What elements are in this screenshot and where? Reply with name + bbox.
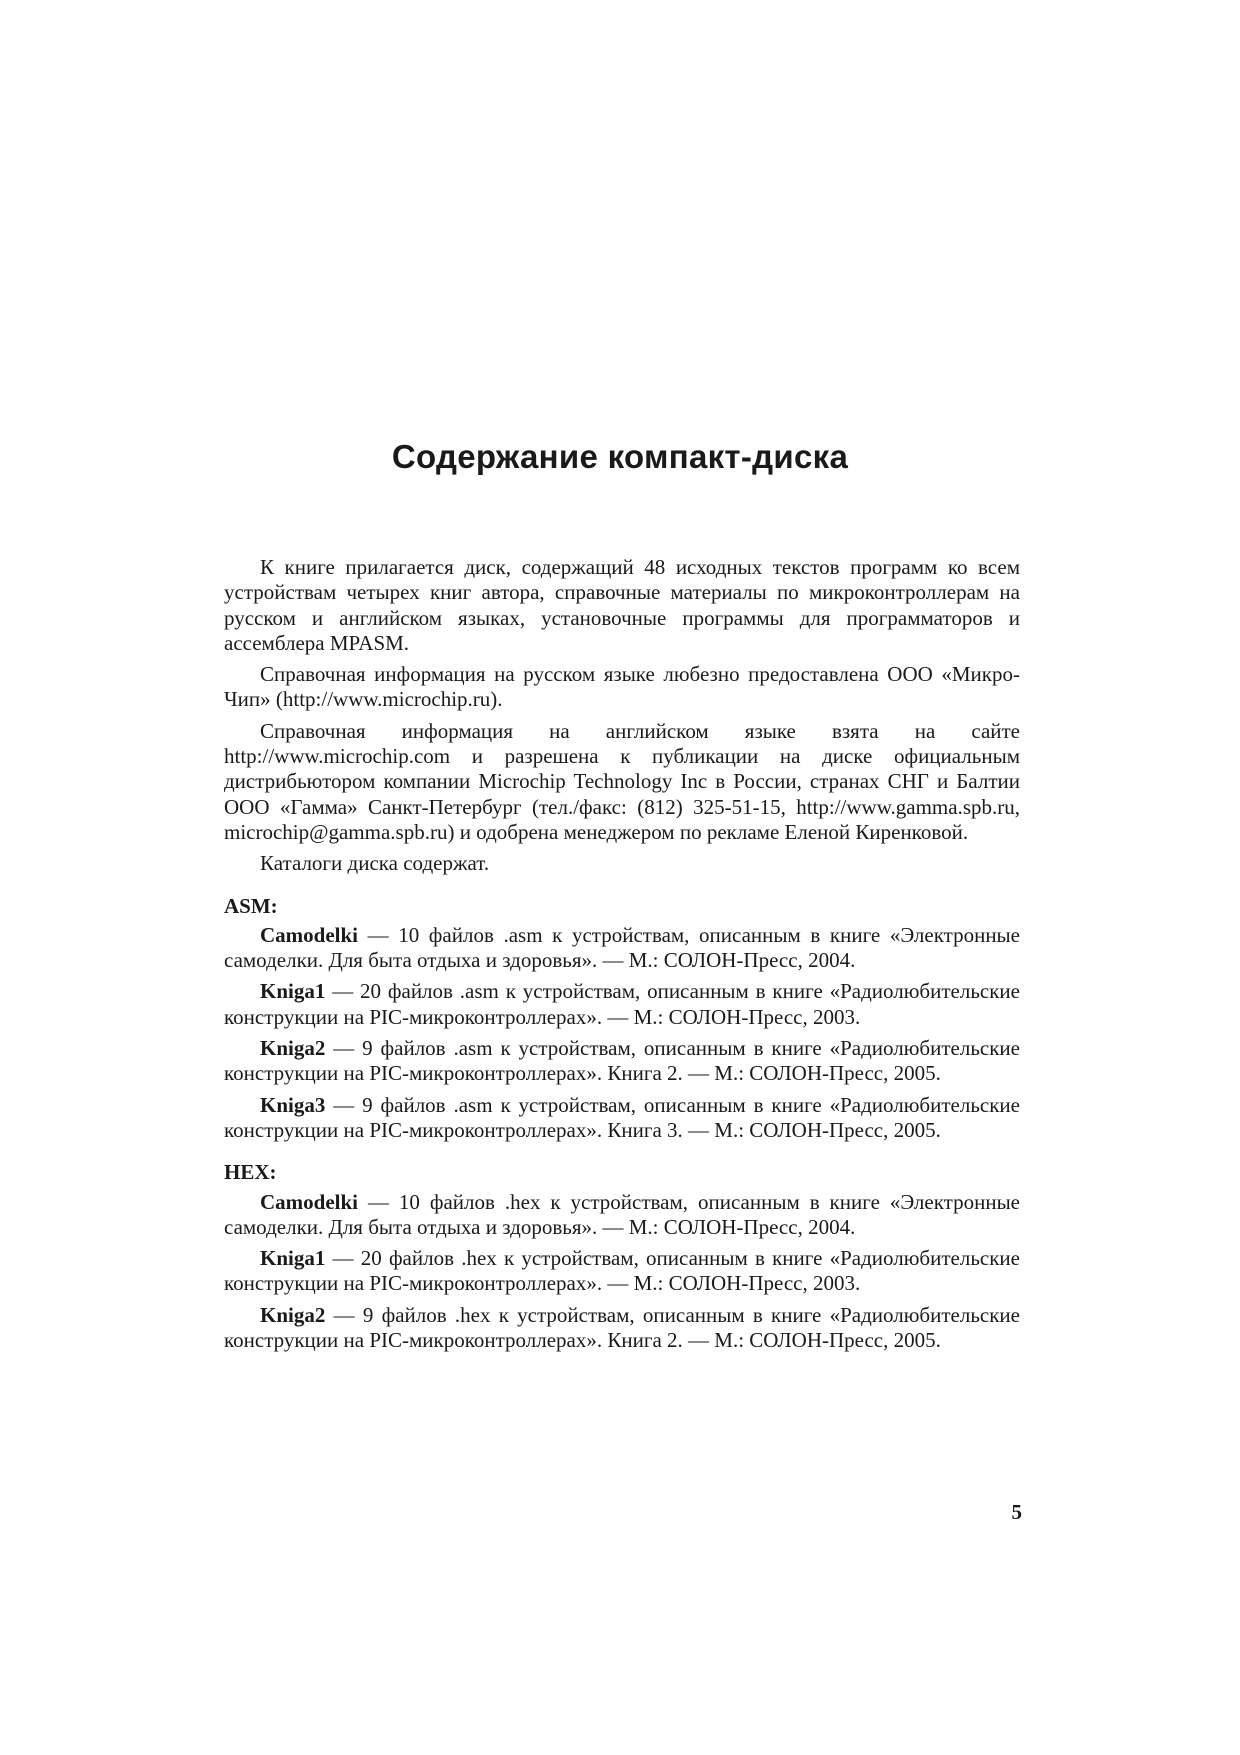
entry-name: Kniga1	[260, 1246, 326, 1271]
entry-text: — 10 файлов .hex к устройствам, описанным в книге «Электронные самоделки. Для быта отдыха и здоровья». — М.: СОЛОН-Пресс, 2004.	[224, 1189, 1020, 1239]
entry-name: Camodelki	[260, 922, 359, 947]
page-number: 5	[1011, 1500, 1022, 1524]
entry-text: — 10 файлов .asm к устройствам, описанным в книге «Электронные самоделки. Для быта отдыха и здоровья». — М.: СОЛОН-Пресс, 2004.	[224, 922, 1020, 973]
entry-text: — 9 файлов .asm к устройствам, описанным в книге «Радиолюбительские конструкции на PIC-микроконтроллерах». Книга 3. — М.: СОЛОН-Пресс, 2005.	[224, 1092, 1020, 1142]
entry-name: Camodelki	[260, 1189, 359, 1214]
entry-name: Kniga3	[260, 1092, 326, 1117]
page-title: Содержание компакт-диска	[391, 438, 849, 475]
hex-section-heading: HEX:	[224, 1160, 277, 1185]
entry-text: — 20 файлов .hex к устройствам, описанным в книге «Радиолюбительские конструкции на PIC-микроконтроллерах». — М.: СОЛОН-Пресс, 2003.	[224, 1246, 1020, 1296]
intro-paragraph-2: Справочная информация на русском языке любезно предоставлена ООО «Микро-Чип» (http://www.microchip.ru).	[224, 662, 1020, 712]
asm-entry-kniga3	[224, 1093, 1020, 1144]
asm-section-heading: ASM:	[224, 893, 278, 918]
entry-text: — 20 файлов .asm к устройствам, описанным в книге «Радиолюбительские конструкции на PIC-микроконтроллерах». — М.: СОЛОН-Пресс, 2003.	[224, 979, 1020, 1029]
entry-text: — 9 файлов .asm к устройствам, описанным в книге «Радиолюбительские конструкции на PIC-микроконтроллерах». Книга 2. — М.: СОЛОН-Пресс, 2005.	[224, 1036, 1020, 1086]
entry-text: — 9 файлов .hex к устройствам, описанным в книге «Радиолюбительские конструкции на PIC-микроконтроллерах». Книга 2. — М.: СОЛОН-Пресс, 2005.	[224, 1302, 1020, 1353]
asm-entry-kniga1	[224, 979, 1020, 1030]
intro-paragraph-4: Каталоги диска содержат.	[260, 851, 490, 876]
page-body	[224, 555, 1020, 1359]
hex-entry-camodelki	[224, 1190, 1020, 1241]
entry-name: Kniga2	[260, 1302, 326, 1327]
asm-entry-camodelki	[224, 923, 1020, 974]
entry-name: Kniga1	[260, 979, 326, 1004]
intro-paragraph-1: К книге прилагается диск, содержащий 48 исходных текстов программ ко всем устройствам четырех книг автора, справочные материалы по микроконтроллерам на русском и английском языках, установочные программы для программаторов и ассемблера MPASM.	[224, 555, 1020, 655]
intro-paragraph-3: Справочная информация на английском языке взята на сайте http://www.microchip.com и разрешена к публикации на диске официальным дистрибьютором компании Microchip Technology Inc в России, странах СНГ и Балтии ООО «Гамма» Санкт-Петербург (тел./факс: (812) 325-51-15, http://www.gamma.spb.ru, microchip@gamma.spb.ru) и одобрена менеджером по рекламе Еленой Киренковой.	[224, 718, 1020, 844]
hex-entry-kniga2	[224, 1303, 1020, 1354]
entry-name: Kniga2	[260, 1036, 326, 1061]
hex-entry-kniga1	[224, 1246, 1020, 1297]
asm-entry-kniga2	[224, 1036, 1020, 1087]
